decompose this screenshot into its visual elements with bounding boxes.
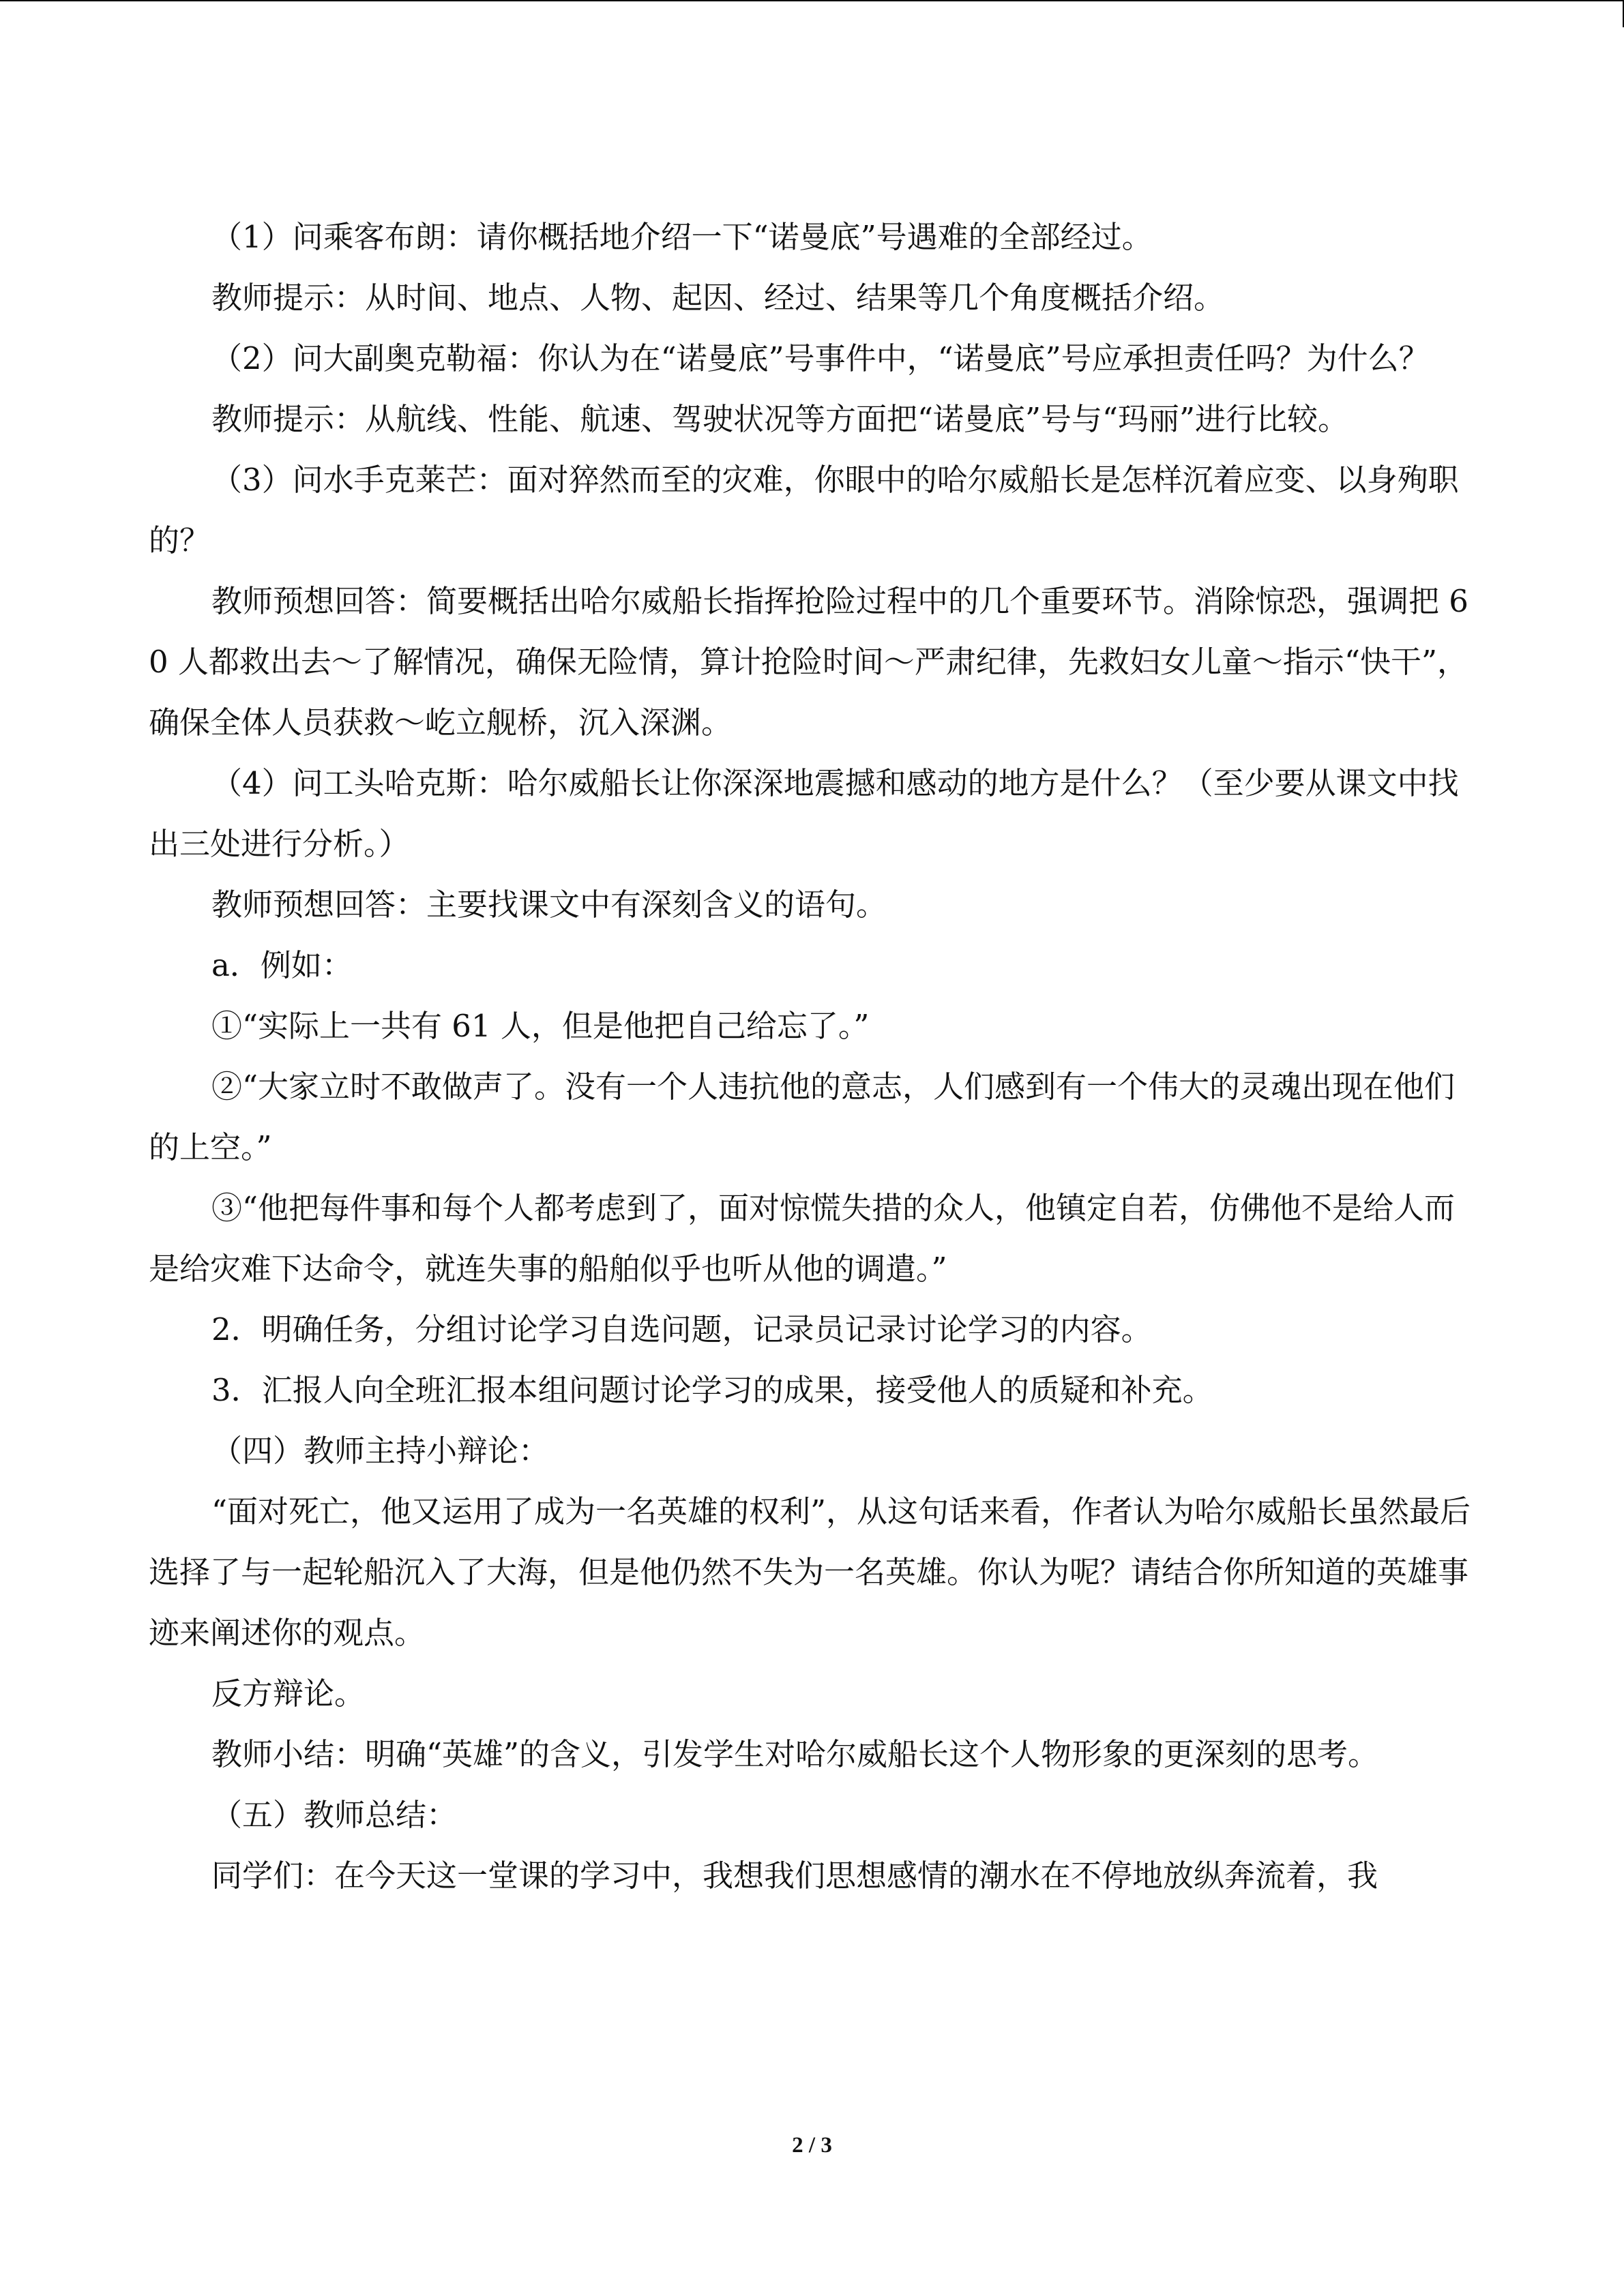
paragraph-question-4: （4）问工头哈克斯：哈尔威船长让你深深地震撼和感动的地方是什么？（至少要从课文中找出三处进行分析。） (149, 765, 1459, 862)
paragraph-debate-prompt: “面对死亡，他又运用了成为一名英雄的权利”，从这句话来看，作者认为哈尔威船长虽然最后选择了与一起轮船沉入了大海，但是他仍然不失为一名英雄。你认为呢？请结合你所知道的英雄事迹来阐述你的观点。 (149, 1493, 1471, 1651)
paragraph-section-5-heading: （五）教师总结： (211, 1797, 458, 1833)
paragraph-teacher-hint-1: 教师提示：从时间、地点、人物、起因、经过、结果等几个角度概括介绍。 (211, 280, 1225, 316)
paragraph-question-2: （2）问大副奥克勒福：你认为在“诺曼底”号事件中，“诺曼底”号应承担责任吗？为什么？ (211, 340, 1430, 376)
paragraph-step-3: 3．汇报人向全班汇报本组问题讨论学习的成果，接受他人的质疑和补充。 (211, 1372, 1213, 1408)
page-top-border (0, 0, 1624, 1)
paragraph-question-1: （1）问乘客布朗：请你概括地介绍一下“诺曼底”号遇难的全部经过。 (211, 219, 1153, 255)
paragraph-question-3: （3）问水手克莱芒：面对猝然而至的灾难，你眼中的哈尔威船长是怎样沉着应变、以身殉职的？ (149, 462, 1459, 558)
paragraph-quote-1: ①“实际上一共有 61 人，但是他把自己给忘了。” (211, 1008, 870, 1044)
paragraph-teacher-summary: 教师小结：明确“英雄”的含义，引发学生对哈尔威船长这个人物形象的更深刻的思考。 (211, 1736, 1379, 1772)
paragraph-quote-2: ②“大家立时不敢做声了。没有一个人违抗他的意志，人们感到有一个伟大的灵魂出现在他们的上空。” (149, 1069, 1456, 1165)
paragraph-step-2: 2．明确任务，分组讨论学习自选问题，记录员记录讨论学习的内容。 (211, 1311, 1152, 1347)
paragraph-section-4-heading: （四）教师主持小辩论： (211, 1433, 550, 1469)
paragraph-teacher-answer-3: 教师预想回答：简要概括出哈尔威船长指挥抢险过程中的几个重要环节。消除惊恐，强调把 60 人都救出去～了解情况，确保无险情，算计抢险时间～严肃纪律，先救妇女儿童～指示“快干”，确保全体人员获救～屹立舰桥，沉入深渊。 (149, 583, 1468, 741)
body-text (149, 207, 1475, 1906)
paragraph-teacher-hint-2: 教师提示：从航线、性能、航速、驾驶状况等方面把“诺曼底”号与“玛丽”进行比较。 (211, 401, 1349, 437)
paragraph-teacher-answer-4: 教师预想回答：主要找课文中有深刻含义的语句。 (211, 886, 887, 923)
paragraph-example-label: a．例如： (211, 947, 353, 983)
paragraph-opposing-side: 反方辩论。 (211, 1675, 366, 1712)
paragraph-quote-3: ③“他把每件事和每个人都考虑到了，面对惊慌失措的众人，他镇定自若，仿佛他不是给人而是给灾难下达命令，就连失事的船舶似乎也听从他的调遣。” (149, 1190, 1456, 1287)
paragraph-closing: 同学们：在今天这一堂课的学习中，我想我们思想感情的潮水在不停地放纵奔流着，我 (211, 1858, 1378, 1894)
page-number: 2 / 3 (792, 2133, 832, 2158)
